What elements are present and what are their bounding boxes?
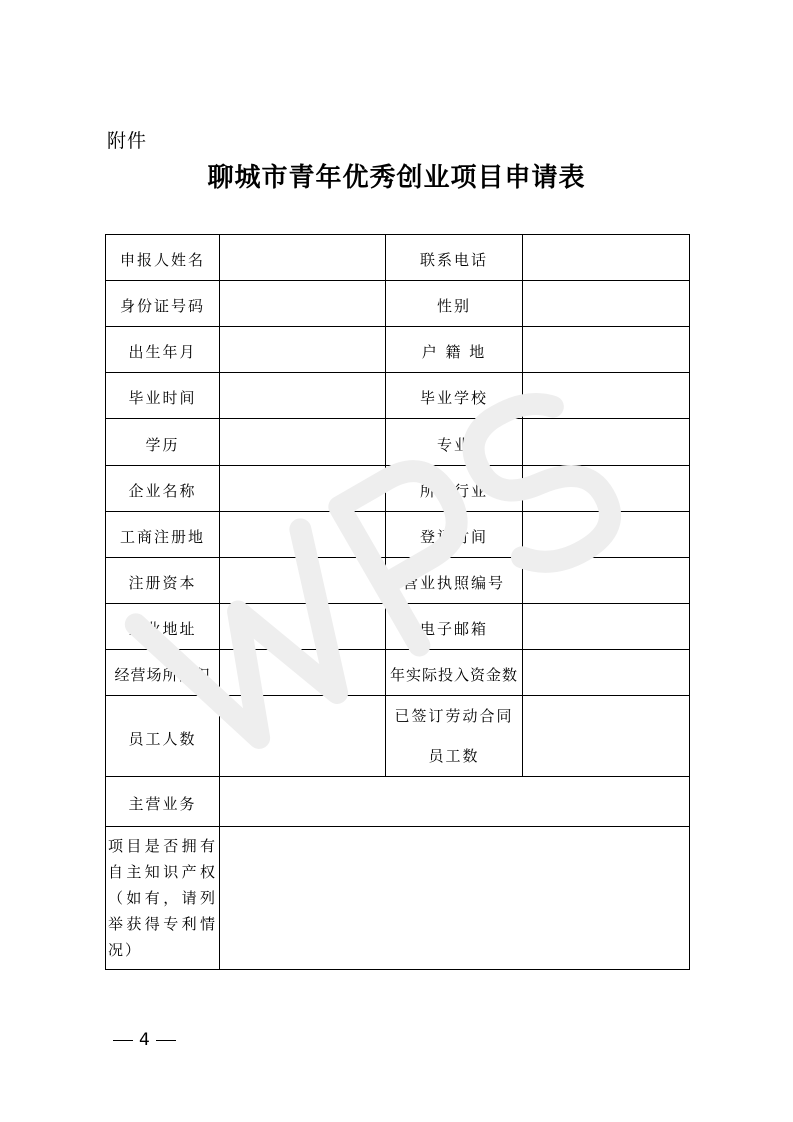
form-row [106, 327, 690, 373]
field-school[interactable] [523, 373, 690, 419]
label-id-number: 身份证号码 [106, 281, 220, 327]
label-premises-area: 经营场所面积 [106, 650, 220, 696]
watermark-text: WPS [110, 390, 113, 391]
label-school: 毕业学校 [386, 373, 523, 419]
footer-dash-right [156, 1040, 176, 1041]
field-household-registration[interactable] [523, 327, 690, 373]
form-row [106, 235, 690, 281]
field-graduation-date[interactable] [220, 373, 386, 419]
form-row [106, 558, 690, 604]
field-phone[interactable] [523, 235, 690, 281]
label-birth-date: 出生年月 [106, 327, 220, 373]
form-row [106, 696, 690, 777]
field-email[interactable] [523, 604, 690, 650]
label-phone: 联系电话 [386, 235, 523, 281]
label-license-number: 营业执照编号 [386, 558, 523, 604]
field-birth-date[interactable] [220, 327, 386, 373]
field-invested-capital[interactable] [523, 650, 690, 696]
label-major: 专业 [386, 419, 523, 466]
form-row [106, 777, 690, 827]
field-registration-place[interactable] [220, 512, 386, 558]
field-contracted-employees[interactable] [523, 696, 690, 777]
form-row [106, 827, 690, 970]
label-industry: 所属行业 [386, 466, 523, 512]
label-registration-date: 登记时间 [386, 512, 523, 558]
label-gender: 性别 [386, 281, 523, 327]
form-row [106, 373, 690, 419]
label-company-name: 企业名称 [106, 466, 220, 512]
application-form-table [105, 234, 690, 970]
field-company-address[interactable] [220, 604, 386, 650]
field-registered-capital[interactable] [220, 558, 386, 604]
label-graduation-date: 毕业时间 [106, 373, 220, 419]
label-contracted-employees: 已签订劳动合同员工数 [386, 696, 523, 777]
footer-dash-left [113, 1040, 133, 1041]
label-education: 学历 [106, 419, 220, 466]
page-footer [107, 1030, 182, 1050]
label-registered-capital: 注册资本 [106, 558, 220, 604]
field-registration-date[interactable] [523, 512, 690, 558]
page-number: 4 [139, 1030, 150, 1050]
field-major[interactable] [523, 419, 690, 466]
label-company-address: 企业地址 [106, 604, 220, 650]
form-row [106, 604, 690, 650]
field-employee-count[interactable] [220, 696, 386, 777]
form-row [106, 650, 690, 696]
field-id-number[interactable] [220, 281, 386, 327]
label-employee-count: 员工人数 [106, 696, 220, 777]
form-row [106, 281, 690, 327]
label-email: 电子邮箱 [386, 604, 523, 650]
label-invested-capital: 年实际投入资金数 [386, 650, 523, 696]
field-premises-area[interactable] [220, 650, 386, 696]
field-gender[interactable] [523, 281, 690, 327]
field-main-business[interactable] [220, 777, 690, 827]
field-license-number[interactable] [523, 558, 690, 604]
form-row [106, 466, 690, 512]
form-row [106, 512, 690, 558]
field-applicant-name[interactable] [220, 235, 386, 281]
attachment-label: 附件 [107, 130, 148, 152]
page-title: 聊城市青年优秀创业项目申请表 [207, 163, 586, 193]
label-applicant-name: 申报人姓名 [106, 235, 220, 281]
field-company-name[interactable] [220, 466, 386, 512]
field-education[interactable] [220, 419, 386, 466]
label-intellectual-property: 项目是否拥有自主知识产权（如有，请列举获得专利情况） [106, 827, 220, 970]
label-household-registration: 户 籍 地 [386, 327, 523, 373]
label-registration-place: 工商注册地 [106, 512, 220, 558]
form-row [106, 419, 690, 466]
label-main-business: 主营业务 [106, 777, 220, 827]
field-industry[interactable] [523, 466, 690, 512]
field-intellectual-property[interactable] [220, 827, 690, 970]
